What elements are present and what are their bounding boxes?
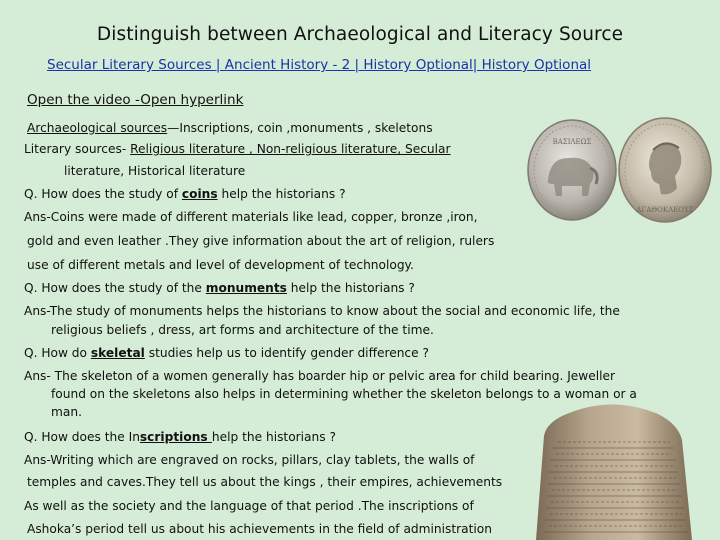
answer-monuments-2: religious beliefs , dress, art forms and architecture of the time. (51, 323, 434, 337)
answer-coins-3: use of different metals and level of development of technology. (27, 258, 414, 272)
archaeological-sources-list: —Inscriptions, coin ,monuments , skeletons (167, 121, 433, 135)
answer-inscriptions-4: Ashoka’s period tell us about his achievements in the field of administration (27, 522, 492, 536)
keyword-inscriptions: scriptions (139, 430, 212, 444)
ashoka-pillar-image (522, 396, 700, 540)
question-skeletal (24, 345, 429, 361)
question-coins-text: Q. How does the study of (24, 187, 182, 201)
keyword-skeletal: skeletal (90, 346, 145, 360)
question-skeletal-end: studies help us to identify gender difference ? (144, 346, 429, 360)
answer-skeletal-2: found on the skeletons also helps in determining whether the skeleton belongs to a woman or a (51, 387, 637, 401)
svg-text:ΒΑΣΙΛΕΩΣ: ΒΑΣΙΛΕΩΣ (552, 138, 592, 146)
keyword-monuments: monuments (205, 281, 287, 295)
question-inscriptions-end: help the historians ? (211, 430, 336, 444)
question-monuments (24, 280, 415, 296)
keyword-coins: coins (181, 187, 218, 201)
answer-skeletal-1: Ans- The skeleton of a women generally has boarder hip or pelvic area for child bearing. Jeweller (24, 369, 616, 383)
answer-inscriptions-3: As well as the society and the language of that period .The inscriptions of (24, 499, 474, 513)
coin-image-portrait (617, 116, 713, 224)
literary-sources-continuation: literature, Historical literature (64, 164, 246, 178)
question-coins (24, 186, 346, 202)
answer-skeletal-3: man. (51, 405, 82, 419)
question-coins-end: help the historians ? (217, 187, 346, 201)
open-video-instruction: Open the video -Open hyperlink (27, 92, 244, 108)
coin-image-elephant (526, 118, 618, 222)
answer-coins-1: Ans-Coins were made of different materials like lead, copper, bronze ,iron, (24, 210, 478, 224)
video-hyperlink[interactable]: Secular Literary Sources | Ancient History - 2 | History Optional| History Optional (47, 57, 592, 73)
question-skeletal-text: Q. How do (24, 346, 91, 360)
archaeological-sources-line (27, 120, 433, 136)
question-inscriptions-text: Q. How does the In (24, 430, 140, 444)
svg-text:ΑΓΑΘΟΚΛΕΟΥΣ: ΑΓΑΘΟΚΛΕΟΥΣ (636, 206, 694, 214)
literary-sources-line (24, 141, 451, 157)
answer-monuments-1: Ans-The study of monuments helps the historians to know about the social and economic life, the (24, 304, 620, 318)
question-monuments-end: help the historians ? (286, 281, 415, 295)
literary-sources-list: Religious literature , Non-religious literature, Secular (130, 142, 451, 156)
answer-inscriptions-2: temples and caves.They tell us about the kings , their empires, achievements (27, 475, 503, 489)
literary-sources-label: Literary sources- (24, 142, 131, 156)
answer-inscriptions-1: Ans-Writing which are engraved on rocks, pillars, clay tablets, the walls of (24, 453, 475, 467)
archaeological-sources-label: Archaeological sources (27, 121, 168, 135)
answer-coins-2: gold and even leather .They give information about the art of religion, rulers (27, 234, 495, 248)
question-inscriptions (24, 429, 336, 445)
slide-title: Distinguish between Archaeological and Literacy Source (96, 24, 624, 45)
question-monuments-text: Q. How does the study of the (24, 281, 206, 295)
